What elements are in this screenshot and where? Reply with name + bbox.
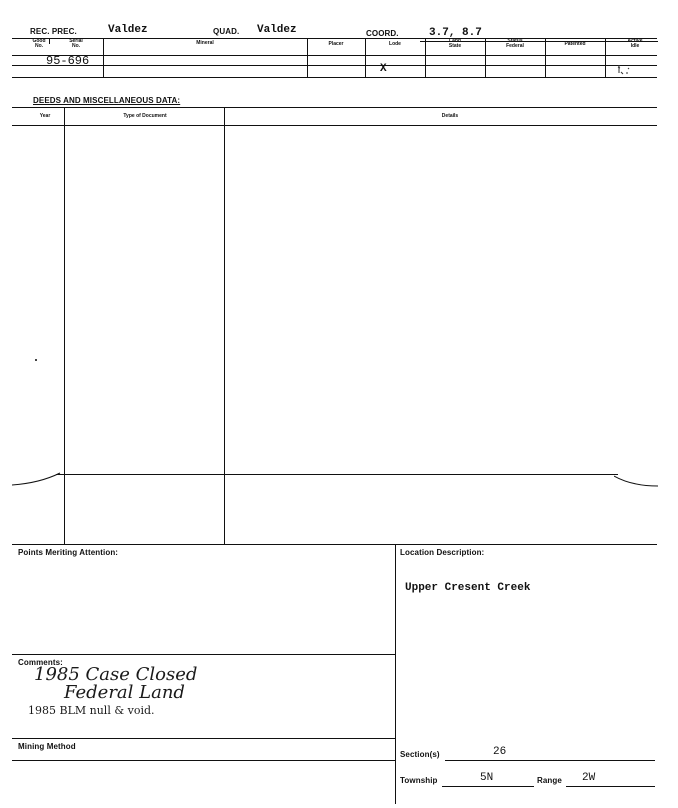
- deeds-col-divider: [224, 107, 225, 544]
- quad-value: Valdez: [257, 24, 297, 36]
- col-status-federal: Status Federal: [506, 38, 524, 49]
- rec-prec-value: Valdez: [108, 24, 148, 36]
- stray-dot: [35, 359, 37, 361]
- claim-table-mid-rule: [12, 65, 657, 66]
- fold-line-middle: [56, 474, 618, 475]
- col-serial-no: Serial No.: [69, 38, 83, 49]
- township-underline: [442, 786, 534, 787]
- township-value: 5N: [480, 772, 494, 784]
- location-label: Location Description:: [400, 548, 485, 557]
- claim-col-divider: [605, 38, 606, 77]
- points-label: Points Meriting Attention:: [18, 548, 119, 557]
- checkmark-scribble-icon: [616, 64, 636, 76]
- claim-col-divider: [307, 38, 308, 77]
- fold-line-left: [12, 469, 62, 489]
- deeds-col-type: Type of Document: [123, 113, 167, 119]
- claim-col-divider: [545, 38, 546, 77]
- location-value: Upper Cresent Creek: [405, 582, 531, 594]
- lower-section-divider: [395, 544, 396, 804]
- col-land-state: Land State: [448, 38, 462, 49]
- quad-label: QUAD.: [213, 27, 240, 36]
- comments-label: Comments:: [18, 658, 63, 667]
- range-value: 2W: [582, 772, 596, 784]
- deeds-col-year: Year: [39, 113, 51, 119]
- claim-col-divider: [425, 38, 426, 77]
- range-label: Range: [537, 776, 562, 785]
- deeds-header-rule: [12, 125, 657, 126]
- fold-line-right: [614, 474, 658, 490]
- deeds-col-details: Details: [441, 113, 459, 119]
- deeds-top-rule: [12, 107, 657, 108]
- col-patented: Patented: [564, 41, 586, 47]
- col-good-no: Good No.: [32, 38, 46, 49]
- deeds-col-divider: [64, 107, 65, 544]
- lower-section-top-rule: [12, 544, 657, 545]
- claim-table-top-rule: [12, 38, 657, 39]
- comment-handwritten-line3: 1985 BLM null & void.: [28, 704, 155, 717]
- col-active-idle: Active Idle: [627, 38, 643, 49]
- comment-handwritten-line1: 1985 Case Closed: [34, 664, 198, 685]
- claim-col-divider: [365, 38, 366, 77]
- col-mineral: Mineral: [196, 40, 214, 46]
- comment-handwritten-line2: Federal Land: [64, 682, 185, 703]
- coord-value: 3.7, 8.7: [429, 27, 482, 39]
- comments-top-rule: [12, 654, 395, 655]
- range-underline: [566, 786, 655, 787]
- township-label: Township: [400, 776, 438, 785]
- col-placer: Placer: [328, 41, 344, 47]
- good-no-value: 95-696: [46, 54, 90, 68]
- lode-value: X: [380, 63, 387, 75]
- deeds-title: DEEDS AND MISCELLANEOUS DATA:: [33, 96, 181, 105]
- claim-table-header-rule: [12, 55, 657, 56]
- mining-method-label: Mining Method: [18, 742, 76, 751]
- coord-label: COORD.: [366, 29, 399, 38]
- rec-prec-label: REC. PREC.: [30, 27, 77, 36]
- claim-col-divider: [103, 38, 104, 77]
- section-value: 26: [493, 746, 507, 758]
- col-lode: Lode: [389, 41, 401, 47]
- section-underline: [445, 760, 655, 761]
- mining-top-rule: [12, 738, 395, 739]
- claim-col-divider: [485, 38, 486, 77]
- claim-table-bottom-rule: [12, 77, 657, 78]
- section-label: Section(s): [400, 750, 440, 759]
- mining-bottom-rule: [12, 760, 395, 761]
